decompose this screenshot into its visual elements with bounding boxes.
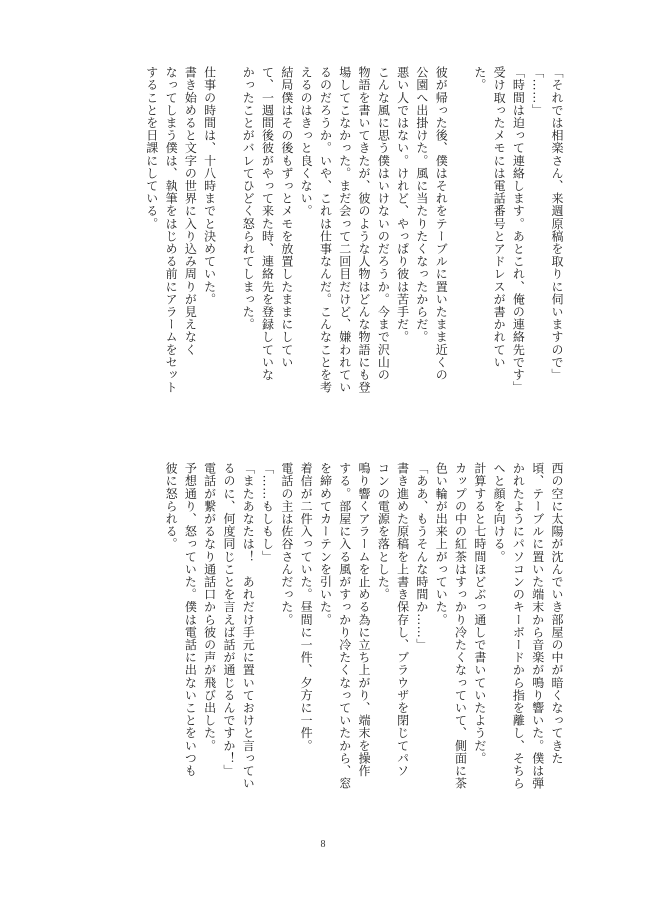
text-line: 「それでは相楽さん、来週原稿を取りに伺いますので」 [550,66,564,381]
text-line: 頃、テーブルに置いた端末から音楽が鳴り響いた。僕は弾 [530,462,545,790]
text-line: コンの電源を落とした。 [376,462,391,601]
text-line: 彼が帰った後、僕はそれをテーブルに置いたまま近くの [434,66,449,381]
text-line: カップの中の紅茶はすっかり冷たくなっていて、側面に茶 [453,462,468,790]
top-text-column [141,66,566,411]
text-line: を締めてカーテンを引いた。 [318,462,333,626]
text-line: 彼に怒られる。 [164,462,179,551]
text-line: 場してこなかった。まだ会って二回目だけど、嫌われてい [337,66,352,394]
text-line: 書き始めると文字の世界に入り込み周りが見えなく [183,66,198,356]
text-line: 着信が二件入っていた。昼間に一件、夕方に一件。 [299,462,314,752]
text-line: 公園へ出掛けた。風に当たりたくなったからだ。 [414,66,429,344]
text-line: 西の空に太陽が沈んでいき部屋の中が暗くなってきた [550,462,564,765]
blank-line [219,66,238,411]
text-line: することを日課にしている。 [144,66,159,230]
text-line: 色い輪が出来上がっていた。 [434,462,449,626]
text-line: 受け取ったメモには電話番号とアドレスが書かれてい [492,66,507,369]
blank-line [450,66,469,411]
text-line: るのに、何度同じことを言えば話が通じるんですか！」 [221,462,236,777]
text-line: なってしまう僕は、執筆をはじめる前にアラームをセット [164,66,179,394]
text-line: こんな風に思う僕はいけないのだろうか。今まで沢山の [376,66,391,381]
text-line: 電話が繋がるなり通話口から彼の声が飛び出した。 [202,462,217,752]
text-line: えるのはきっと良くない。 [299,66,314,218]
text-line: 悪い人ではない。けれど、やっぱり彼は苦手だ。 [395,66,410,344]
text-line: 「ああ、もうそんな時間か……」 [414,462,429,651]
text-line: た。 [472,66,487,92]
text-line: 仕事の時間は、十八時までと決めていた。 [202,66,217,306]
text-line: て、一週間後彼がやって来た時、連絡先を登録していな [260,66,275,381]
text-line: する。部屋に入る風がすっかり冷たくなっていたから、窓 [337,462,352,790]
text-line: 結局僕はその後もずっとメモを放置したままにしてい [279,66,294,369]
text-line: 鳴り響くアラームを止める為に立ち上がり、端末を操作 [357,462,372,777]
text-line: 「またあなたは！ あれだけ手元に置いておけと言ってい [241,462,256,790]
text-line: 「……もしもし」 [260,462,275,563]
text-line: 電話の主は佐谷さんだった。 [279,462,294,626]
text-line: へと顔を向ける。 [492,462,507,563]
text-line: 書き進めた原稿を上書き保存し、ブラウザを閉じてパソ [395,462,410,777]
page-number: 8 [320,839,326,850]
text-line: 物語を書いてきたが、彼のような人物はどんな物語にも登 [357,66,372,394]
text-line: 予想通り、怒っていた。僕は電話に出ないことをいつも [183,462,198,777]
text-line: かったことがバレてひどく怒られてしまった。 [241,66,256,331]
text-line: 「……」 [530,66,545,117]
text-line: 「時間は迫って連絡します。あとこれ、俺の連絡先です」 [511,66,526,394]
text-line: かれたようにパソコンのキーボードから指を離し、そちら [511,462,526,790]
bottom-text-column [161,462,566,807]
text-line: 計算すると七時間ほどぶっ通しで書いていたようだ。 [472,462,487,765]
text-line: るのだろうか。いや、これは仕事なんだ。こんなことを考 [318,66,333,394]
